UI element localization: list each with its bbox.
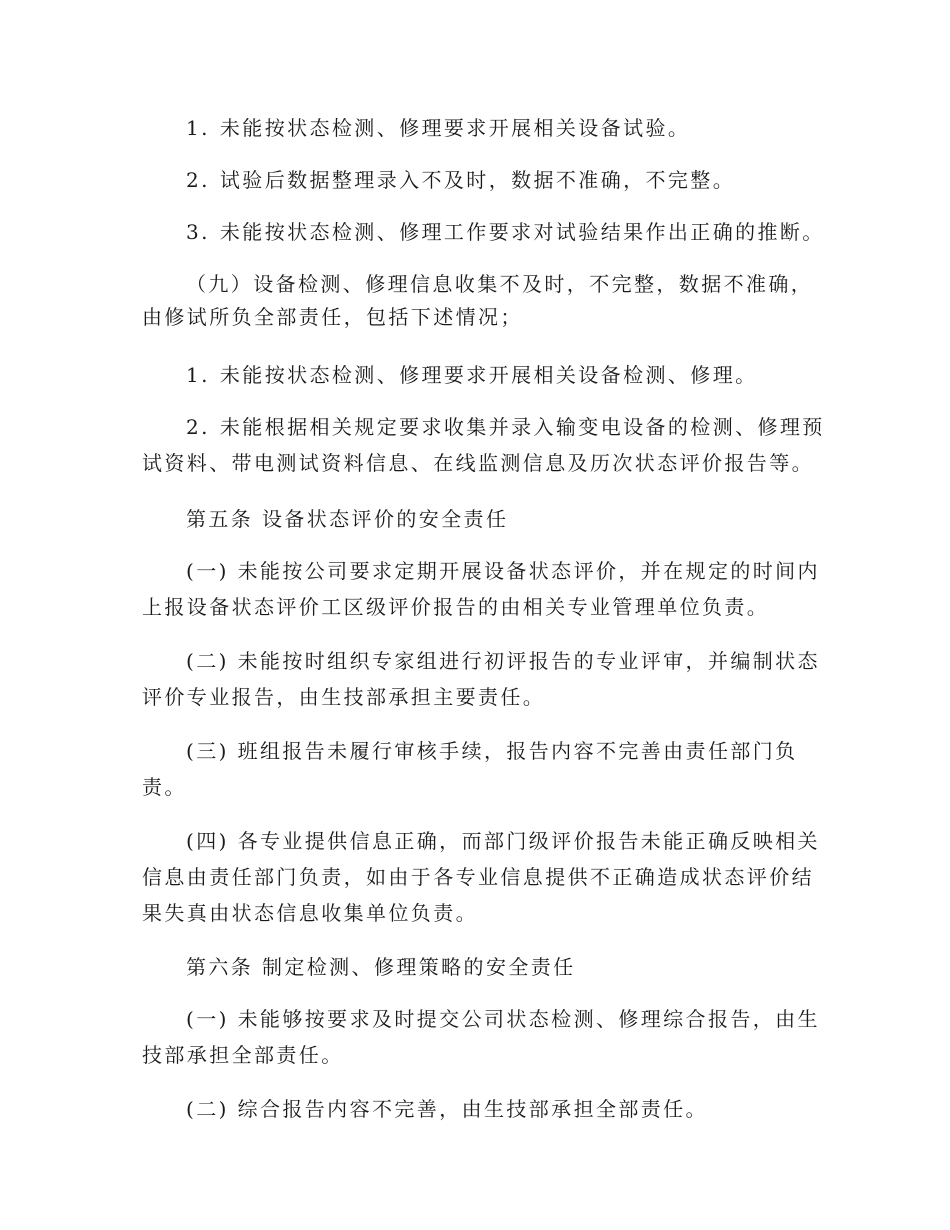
paragraph-line: 信息由责任部门负责，如由于各专业信息提供不正确造成状态评价结 xyxy=(142,865,814,889)
item-text: 未能根据相关规定要求收集并录入输变电设备的检测、修理预 xyxy=(219,415,825,439)
paragraph-line: 评价专业报告，由生技部承担主要责任。 xyxy=(142,685,546,709)
item-number: 2. xyxy=(186,415,210,439)
paragraph-line: (二) 综合报告内容不完善，由生技部承担全部责任。 xyxy=(186,1097,708,1121)
paragraph-line: 果失真由状态信息收集单位负责。 xyxy=(142,901,478,925)
section-heading: 第五条 设备状态评价的安全责任 xyxy=(186,507,509,531)
paragraph-line: (二) 未能按时组织专家组进行初评报告的专业评审，并编制状态 xyxy=(186,649,820,673)
item-number: 1. xyxy=(186,363,210,387)
section-heading: 第六条 制定检测、修理策略的安全责任 xyxy=(186,955,576,979)
paragraph-line: 技部承担全部责任。 xyxy=(142,1043,344,1067)
paragraph-line: 责。 xyxy=(142,775,187,799)
list-item xyxy=(186,218,825,246)
paragraph-line: (一) 未能够按要求及时提交公司状态检测、修理综合报告，由生 xyxy=(186,1007,820,1031)
item-text: 未能按状态检测、修理要求开展相关设备试验。 xyxy=(219,116,691,140)
item-number: 3. xyxy=(186,220,210,244)
item-text: 试验后数据整理录入不及时，数据不准确，不完整。 xyxy=(219,168,736,192)
paragraph-line: (三) 班组报告未履行审核手续，报告内容不完善由责任部门负 xyxy=(186,739,798,763)
list-item xyxy=(186,413,825,441)
paragraph-line: (四) 各专业提供信息正确，而部门级评价报告未能正确反映相关 xyxy=(186,829,820,853)
item-number: 1. xyxy=(186,116,210,140)
item-text: 未能按状态检测、修理要求开展相关设备检测、修理。 xyxy=(219,363,758,387)
paragraph-line: 由修试所负全部责任，包括下述情况； xyxy=(142,305,523,329)
list-item xyxy=(186,361,758,389)
list-item xyxy=(186,114,690,142)
item-text: 未能按状态检测、修理工作要求对试验结果作出正确的推断。 xyxy=(219,220,825,244)
paragraph-line: 上报设备状态评价工区级评价报告的由相关专业管理单位负责。 xyxy=(142,595,770,619)
paragraph-line: (一) 未能按公司要求定期开展设备状态评价，并在规定的时间内 xyxy=(186,559,820,583)
item-number: 2. xyxy=(186,168,210,192)
paragraph-line: 试资料、带电测试资料信息、在线监测信息及历次状态评价报告等。 xyxy=(142,451,814,475)
paragraph-line: （九）设备检测、修理信息收集不及时，不完整，数据不准确， xyxy=(186,272,814,296)
list-item xyxy=(186,166,735,194)
